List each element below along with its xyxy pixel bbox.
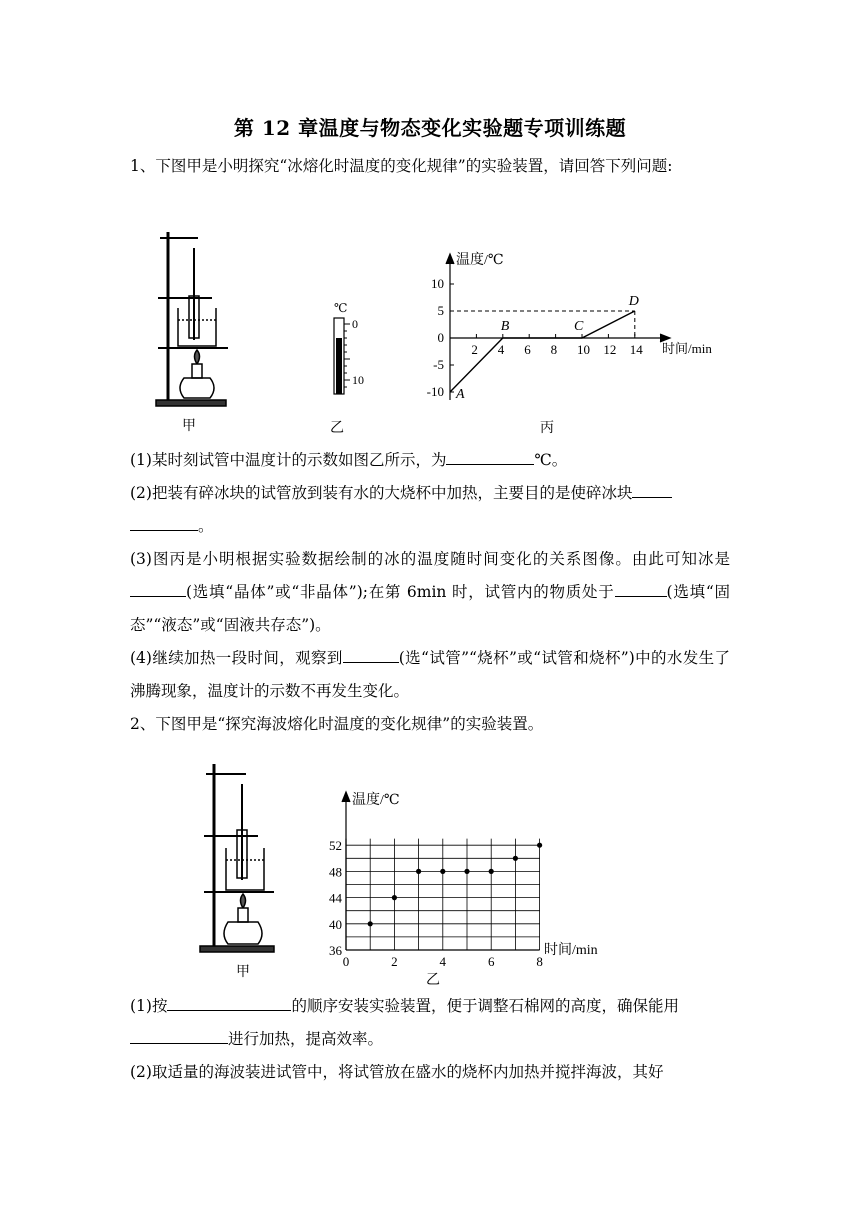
- q2-y-tick-label: 44: [329, 890, 342, 906]
- q2-x-tick-label: 2: [391, 954, 398, 969]
- q1-x-tick-label: 6: [524, 342, 531, 357]
- thermometer-tick-0: 0: [352, 317, 358, 331]
- q1-sub3: (3)图丙是小明根据实验数据绘制的冰的温度随时间变化的关系图像。由此可知冰是(选填“晶体”或“非晶体”);在第 6min 时，试管内的物质处于 (选填“固态”“液态”或“固液共存态”)。: [130, 550, 730, 634]
- q1-sub1: (1)某时刻试管中温度计的示数如图乙所示，为 ℃。: [130, 444, 730, 477]
- q1-x-tick-label: 10: [577, 342, 590, 357]
- q2-y-tick-label: 36: [329, 943, 342, 958]
- q2-sub2: (2)取适量的海波装进试管中，将试管放在盛水的烧杯内加热并搅拌海波，其好: [130, 1063, 664, 1081]
- q1-y-tick-label: -10: [426, 384, 444, 399]
- fig-label-jia: 甲: [182, 419, 196, 434]
- q1-sub4: (4)继续加热一段时间，观察到 (选“试管”“烧杯”或“试管和烧杯”)中的水发生了沸腾现象，温度计的示数不再发生变化。: [130, 642, 730, 708]
- q2-intro: 2、下图甲是“探究海波熔化时温度的变化规律”的实验装置。: [130, 715, 544, 733]
- q1-blank-1[interactable]: [446, 448, 534, 465]
- q2-blank-1[interactable]: [167, 994, 291, 1011]
- q1-blank-5[interactable]: [343, 646, 399, 663]
- q1-apparatus-figure: [148, 228, 238, 438]
- q2-x-tick-label: 6: [487, 954, 495, 969]
- q2-data-point: [392, 895, 397, 900]
- q1-chart-xlabel: 时间/min: [662, 341, 712, 356]
- page-title: 第 12 章温度与物态变化实验题专项训练题: [233, 116, 627, 140]
- q2-data-point: [489, 869, 494, 874]
- q1-blank-2b[interactable]: [130, 514, 198, 531]
- q1-blank-4[interactable]: [615, 580, 667, 597]
- q1-thermometer-figure: [318, 298, 378, 438]
- q2-sub1: (1)按 的顺序安装实验装置，便于调整石棉网的高度，确保能用 进行加热，提高效率。: [130, 990, 730, 1056]
- q1-x-tick-label: 12: [603, 342, 617, 357]
- q2-data-point: [368, 921, 373, 926]
- thermometer-unit: ℃: [334, 301, 348, 315]
- q1-point-label-D: D: [628, 294, 639, 309]
- q1-y-tick-label: -5: [433, 357, 444, 372]
- q2-y-tick-label: 52: [329, 838, 342, 854]
- q2-chart-ylabel: 温度/℃: [352, 793, 400, 808]
- q1-y-tick-label: 10: [431, 276, 444, 291]
- q2-x-tick-label: 8: [536, 954, 543, 969]
- q2-blank-2[interactable]: [130, 1027, 228, 1044]
- q1-blank-2[interactable]: [632, 481, 672, 498]
- q2-y-tick-label: 40: [329, 916, 342, 932]
- q1-y-tick-label: 0: [437, 330, 444, 345]
- q1-temperature-chart: [422, 240, 732, 440]
- q2-y-tick-label: 48: [329, 864, 342, 880]
- q2-chart-xlabel: 时间/min: [544, 943, 598, 958]
- q2-data-point: [416, 869, 421, 874]
- q2-data-point: [464, 869, 469, 874]
- fig-label-bing: 丙: [540, 421, 554, 436]
- fig-label-yi: 乙: [330, 421, 344, 436]
- q2-x-tick-label: 4: [439, 954, 447, 969]
- q2-data-point: [537, 843, 542, 848]
- q2-data-point: [440, 869, 445, 874]
- q2-apparatus-figure: [198, 760, 288, 985]
- q1-chart-ylabel: 温度/℃: [456, 253, 504, 268]
- q1-x-tick-label: 14: [629, 342, 643, 357]
- q1-blank-3[interactable]: [130, 580, 186, 597]
- q2-data-point: [513, 856, 518, 861]
- q1-point-label-B: B: [500, 319, 510, 334]
- q1-x-tick-label: 8: [550, 342, 558, 357]
- q2-fig-label-jia: 甲: [236, 965, 250, 980]
- q1-point-label-C: C: [574, 319, 584, 334]
- q2-temperature-chart: [322, 782, 622, 992]
- q1-sub2: (2)把装有碎冰块的试管放到装有水的大烧杯中加热，主要目的是使碎冰块 。: [130, 477, 730, 543]
- q2-fig-label-yi: 乙: [426, 973, 440, 988]
- q2-x-tick-label: 0: [342, 954, 350, 969]
- q1-x-tick-label: 2: [471, 342, 478, 357]
- q1-x-tick-label: 4: [497, 342, 505, 357]
- thermometer-tick-10: 10: [352, 373, 364, 387]
- q1-y-tick-label: 5: [437, 303, 444, 318]
- q1-point-label-A: A: [456, 387, 465, 402]
- q1-intro: 1、下图甲是小明探究“冰熔化时温度的变化规律”的实验装置，请回答下列问题:: [130, 157, 673, 175]
